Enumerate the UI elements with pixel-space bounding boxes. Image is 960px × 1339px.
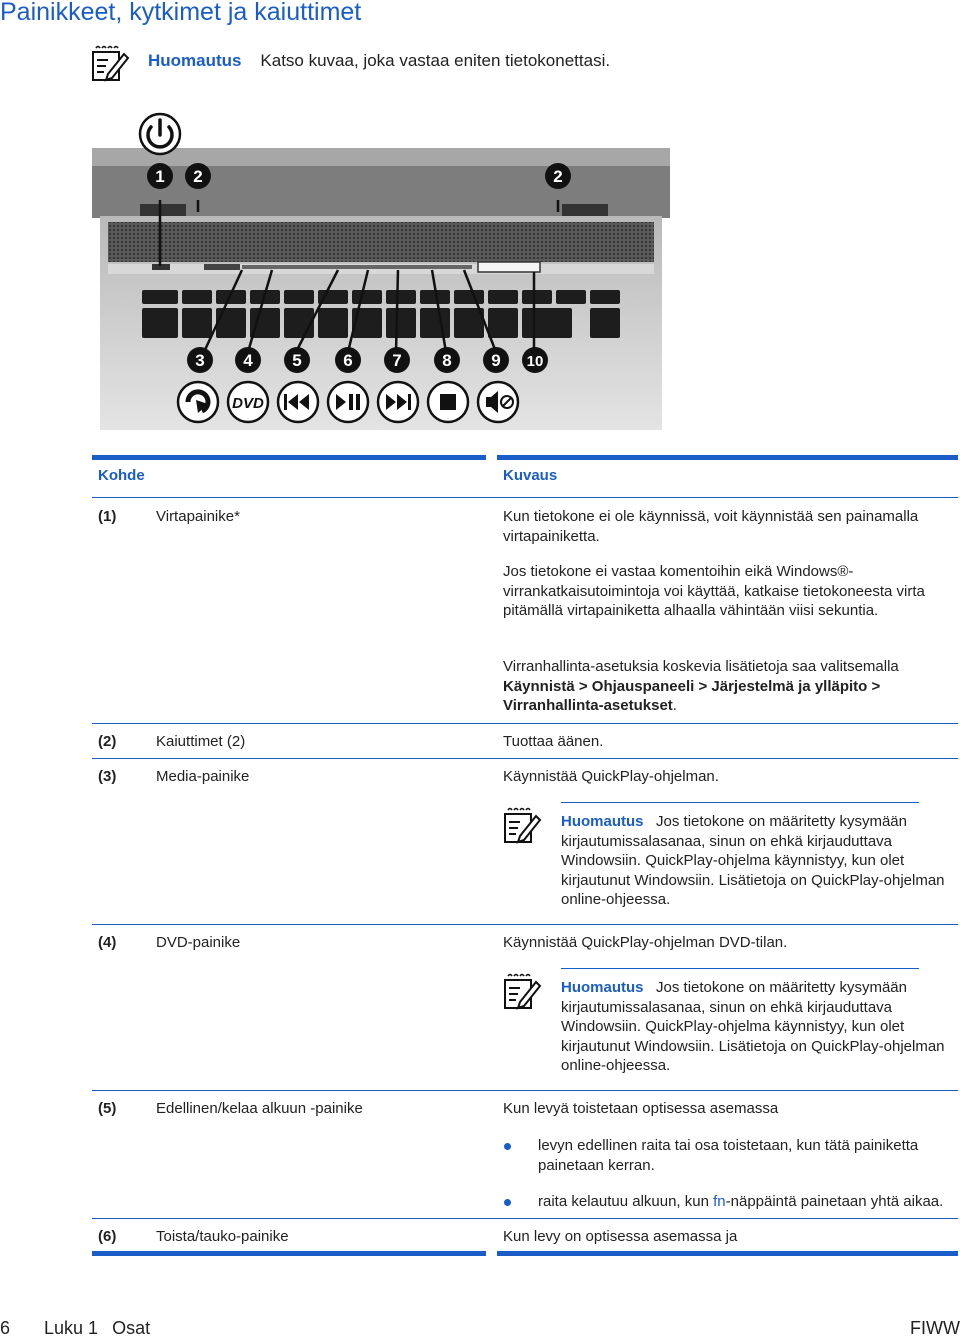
row-description: Käynnistää QuickPlay-ohjelman. (503, 768, 719, 785)
callout-7 (384, 347, 410, 373)
page-title: Painikkeet, kytkimet ja kaiuttimet (0, 0, 362, 26)
row-divider (92, 1090, 958, 1091)
table-bottom-rule-right (497, 1251, 958, 1256)
callout-6 (335, 347, 361, 373)
callout-label: 8 (442, 351, 452, 370)
row-number: (4) (98, 934, 117, 951)
callout-label: 6 (343, 351, 353, 370)
row-item: Edellinen/kelaa alkuun -painike (156, 1100, 363, 1117)
note-text: Jos tietokone on määritetty kysymään kirjautumissalasanaa, sinun on ehkä kirjauduttava Windowsiin. QuickPlay-ohjelma käynnistyy, kun olet kirjautunut Windowsiin. Lisätietoja on QuickPlay-ohjelman online-ohjeessa. (561, 979, 945, 1074)
callout-8 (434, 347, 460, 373)
mute-icon (478, 382, 518, 422)
row-divider (92, 723, 958, 724)
row-divider (92, 924, 958, 925)
stop-icon (428, 382, 468, 422)
note-pencil-icon (502, 806, 542, 846)
row-item: Toista/tauko-painike (156, 1228, 289, 1245)
callout-label: 10 (526, 353, 544, 370)
note-pencil-icon (502, 972, 542, 1012)
row-divider (92, 758, 958, 759)
top-note (148, 51, 610, 71)
bullet-text (538, 1192, 956, 1212)
doc-id: FIWW (910, 1318, 960, 1338)
row-note (561, 978, 955, 1076)
desc-menu-path: Käynnistä > Ohjauspaneeli > Järjestelmä ja ylläpito > Virranhallinta-asetukset (503, 677, 881, 714)
row-item: Media-painike (156, 768, 250, 785)
row-item: Kaiuttimet (2) (156, 733, 246, 750)
bullet-text: levyn edellinen raita tai osa toistetaan, kun tätä painiketta painetaan kerran. (538, 1137, 919, 1174)
bullet-text-part: raita kelautuu alkuun, kun (538, 1193, 714, 1210)
quickplay-icon (178, 382, 218, 422)
note-text: Katso kuvaa, joka vastaa eniten tietokonettasi. (260, 51, 611, 70)
callout-label: 9 (491, 351, 501, 370)
callout-label: 4 (243, 351, 253, 370)
previous-icon (278, 382, 318, 422)
row-item: Virtapainike* (156, 508, 240, 525)
note-text: Jos tietokone on määritetty kysymään kirjautumissalasanaa, sinun on ehkä kirjauduttava Windowsiin. QuickPlay-ohjelma käynnistyy, kun olet kirjautunut Windowsiin. Lisätietoja on QuickPlay-ohjelman online-ohjeessa. (561, 813, 945, 908)
bullet-icon (504, 1143, 511, 1150)
note-label: Huomautus (561, 813, 644, 830)
play-pause-icon (328, 382, 368, 422)
row-description: Käynnistää QuickPlay-ohjelman DVD-tilan. (503, 934, 788, 951)
row-number: (5) (98, 1100, 117, 1117)
callout-1 (147, 163, 173, 189)
row-description: Jos tietokone ei vastaa komentoihin eikä Windows®-virrankatkaisutoimintoja voi käyttää, katkaise tietokoneesta virta pitämällä virtapainiketta alhaalla vähintään viisi sekuntia. (503, 563, 925, 619)
laptop-figure (92, 104, 670, 430)
row-description: Kun levyä toistetaan optisessa asemassa (503, 1100, 779, 1117)
callout-9 (483, 347, 509, 373)
callout-label: 7 (392, 351, 402, 370)
row-description: Tuottaa äänen. (503, 733, 604, 750)
volume-scroll-zone (478, 262, 540, 272)
callout-label: 2 (553, 167, 563, 186)
column-header-item: Kohde (98, 467, 145, 484)
row-description (503, 657, 955, 716)
section-label: Osat (112, 1318, 151, 1338)
page-footer (0, 1318, 960, 1339)
callout-label: 1 (155, 167, 165, 186)
table-bottom-rule-left (92, 1251, 486, 1256)
callout-label: 5 (292, 351, 302, 370)
chapter-label: Luku 1 (44, 1318, 99, 1338)
callout-10 (522, 347, 548, 373)
column-header-description: Kuvaus (503, 467, 558, 484)
dvd-label: DVD (232, 395, 264, 412)
row-note (561, 812, 955, 910)
dvd-icon (228, 382, 268, 422)
note-label: Huomautus (561, 979, 644, 996)
next-icon (378, 382, 418, 422)
row-description: Kun tietokone ei ole käynnissä, voit käynnistää sen painamalla virtapainiketta. (503, 508, 919, 545)
callout-2b (545, 163, 571, 189)
callout-label: 2 (193, 167, 203, 186)
power-icon (140, 114, 180, 154)
hinge-left (140, 204, 186, 218)
callout-2 (185, 163, 211, 189)
table-header-rule-right (497, 455, 958, 460)
row-number: (3) (98, 768, 117, 785)
row-number: (1) (98, 508, 117, 525)
note-rule (561, 968, 919, 969)
table-header-rule-left (92, 455, 486, 460)
callout-3 (187, 347, 213, 373)
bullet-icon (504, 1199, 511, 1206)
row-item: DVD-painike (156, 934, 241, 951)
callout-4 (235, 347, 261, 373)
callout-label: 3 (195, 351, 205, 370)
callout-5 (284, 347, 310, 373)
row-description: Kun levy on optisessa asemassa ja (503, 1228, 738, 1245)
fn-key-ref: fn (713, 1193, 726, 1210)
row-divider (92, 1218, 958, 1219)
row-number: (6) (98, 1228, 117, 1245)
bullet-text-part: -näppäintä painetaan yhtä aikaa. (725, 1193, 944, 1210)
note-pencil-icon (90, 44, 130, 84)
desc-text: Virranhallinta-asetuksia koskevia lisätietoja saa valitsemalla (503, 658, 899, 675)
hinge-right (562, 204, 608, 218)
speaker-grill (108, 222, 654, 262)
page-number: 6 (0, 1318, 11, 1338)
desc-text: . (672, 697, 677, 714)
note-rule (561, 802, 919, 803)
header-divider (92, 497, 958, 498)
row-number: (2) (98, 733, 117, 750)
note-label: Huomautus (148, 51, 242, 70)
